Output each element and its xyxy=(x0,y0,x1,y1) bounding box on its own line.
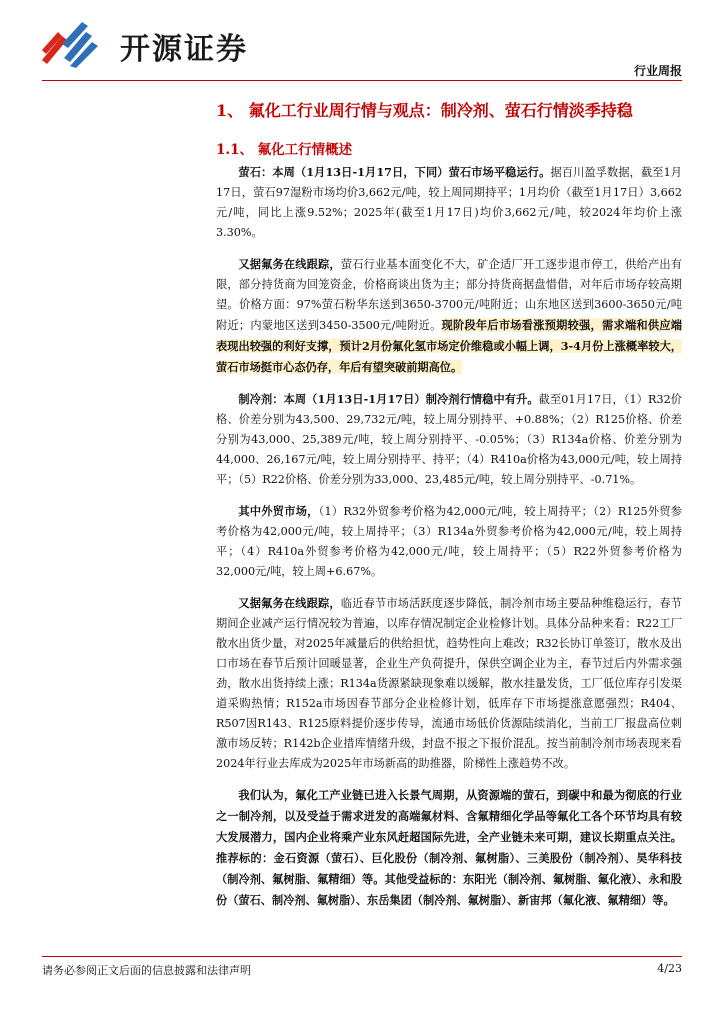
paragraph-fluorite xyxy=(216,162,682,243)
footer-divider xyxy=(42,956,682,957)
report-type-label: 行业周报 xyxy=(633,64,682,78)
page-number: 4/23 xyxy=(657,962,682,975)
section-heading-1-1: 1.1、 氟化工行情概述 xyxy=(216,142,353,158)
paragraph-fluorite-tracking xyxy=(216,254,682,378)
footer-disclaimer: 请务必参阅正文后面的信息披露和法律声明 xyxy=(42,964,251,977)
fluorite-outlook-highlight: 现阶段年后市场看涨预期较强，需求端和供应端表现出较强的利好支撑，预计2月份氟化氢市场定价维稳或小幅上调，3-4月份上涨概率较大，萤石市场挺市心态仍存，年后有望突破前期高位。 xyxy=(216,318,682,374)
paragraph-refrigerant-tracking xyxy=(216,593,682,774)
refrigerant-lead: 制冷剂：本周（1月13日-1月17日）制冷剂行情稳中有升。 xyxy=(238,392,539,406)
refrigerant-body: 截至01月17日，（1）R32价格、价差分别为43,500、29,732元/吨，较上周分别持平、+0.88%；（2）R125价格、价差分别为43,000、25,389元/吨，较上周分别持平、-0.05%；（3）R134a价格、价差分别为44,000、26,167元/吨，较上周分别持平、持平；（4）R410a价格为43,000元/吨，较上周持平；（5）R22价格、价差分别为33,000、23,485元/吨，较上周分别持平、-0.71%。 xyxy=(216,393,682,486)
paragraph-refrigerant xyxy=(216,389,682,490)
fluorite-lead: 萤石：本周（1月13日-1月17日，下同）萤石市场平稳运行。 xyxy=(238,165,551,179)
logo-mark-icon xyxy=(40,20,110,68)
refrigerant-tracking-lead: 又据氟务在线跟踪， xyxy=(238,596,341,610)
report-body xyxy=(216,162,682,922)
company-logo xyxy=(40,14,280,68)
paragraph-foreign-trade xyxy=(216,501,682,582)
header-divider xyxy=(42,80,682,81)
fluorite-tracking-lead: 又据氟务在线跟踪， xyxy=(238,257,341,271)
foreign-trade-lead: 其中外贸市场， xyxy=(238,504,319,518)
refrigerant-tracking-body: 临近春节市场活跃度逐步降低，制冷剂市场主要品种维稳运行，春节期间企业减产运行情况较为普遍，以库存情况制定企业检修计划。具体分品种来看：R22工厂散水出货少量，对2025年减量后的供给担忧，趋势性向上难改；R32长协订单签订，散水及出口市场在春节后预计回暖显著，企业生产负荷提升，保供空调企业为主，春节过后内外需求强劲，散水出货持续上涨；R134a货源紧缺现象难以缓解，散水挂量发货，工厂低位库存引发渠道采购热情；R152a市场因春节部分企业检修计划，低库存下市场提涨意愿强烈；R404、R507因R143、R125原料提价逐步传导，流通市场低价货源陆续消化，当前工厂报盘高位刺激市场反转；R142b企业措库情绪升级，封盘不报之下报价混乱。按当前制冷剂市场表现来看2024年行业去库成为2025年市场新高的助推器，阶梯性上涨趋势不改。 xyxy=(216,597,682,770)
paragraph-view xyxy=(216,785,682,911)
section-heading-1: 1、 氟化工行业周行情与观点：制冷剂、萤石行情淡季持稳 xyxy=(216,101,633,120)
fluorite-body: 据百川盈孚数据，截至1月17日，萤石97湿粉市场均价3,662元/吨，较上周同期持平；1月均价（截至1月17日）3,662元/吨，同比上涨9.52%；2025年(截至1月17日)均价3,662元/吨，较2024年均价上涨3.30%。 xyxy=(216,166,682,239)
foreign-trade-body: （1）R32外贸参考价格为42,000元/吨，较上周持平；（2）R125外贸参考价格为42,000元/吨，较上周持平；（3）R134a外贸参考价格为42,000元/吨，较上周持平；（4）R410a外贸参考价格为42,000元/吨，较上周持平；（5）R22外贸参考价格为32,000元/吨，较上周+6.67%。 xyxy=(216,505,682,578)
fluorite-tracking-body: 萤石行业基本面变化不大，矿企适厂开工逐步退市停工，供给产出有限，部分持货商为回笼资金，价格商谈出货为主；部分持货商据盘惜借，对年后市场存较高期望。价格方面：97%萤石粉华东送到3650-3700元/吨附近；山东地区送到3600-3650元/吨附近；内蒙地区送到3450-3500元/吨附近。 xyxy=(216,258,682,332)
view-text: 我们认为，氟化工产业链已进入长景气周期，从资源端的萤石，到碳中和最为彻底的行业之一制冷剂，以及受益于需求迸发的高端氟材料、含氟精细化学品等氟化工各个环节均具有较大发展潜力，国内企业将乘产业东风赶超国际先进，全产业链未来可期，建议长期重点关注。推荐标的：金石资源（萤石）、巨化股份（制冷剂、氟树脂）、三美股份（制冷剂）、昊华科技（制冷剂、氟树脂、氟精细）等。其他受益标的：东阳光（制冷剂、氟树脂、氟化液）、永和股份（萤石、制冷剂、氟树脂）、东岳集团（制冷剂、氟树脂）、新宙邦（氟化液、氟精细）等。 xyxy=(216,788,682,907)
logo-text: 开源证券 xyxy=(120,32,248,67)
